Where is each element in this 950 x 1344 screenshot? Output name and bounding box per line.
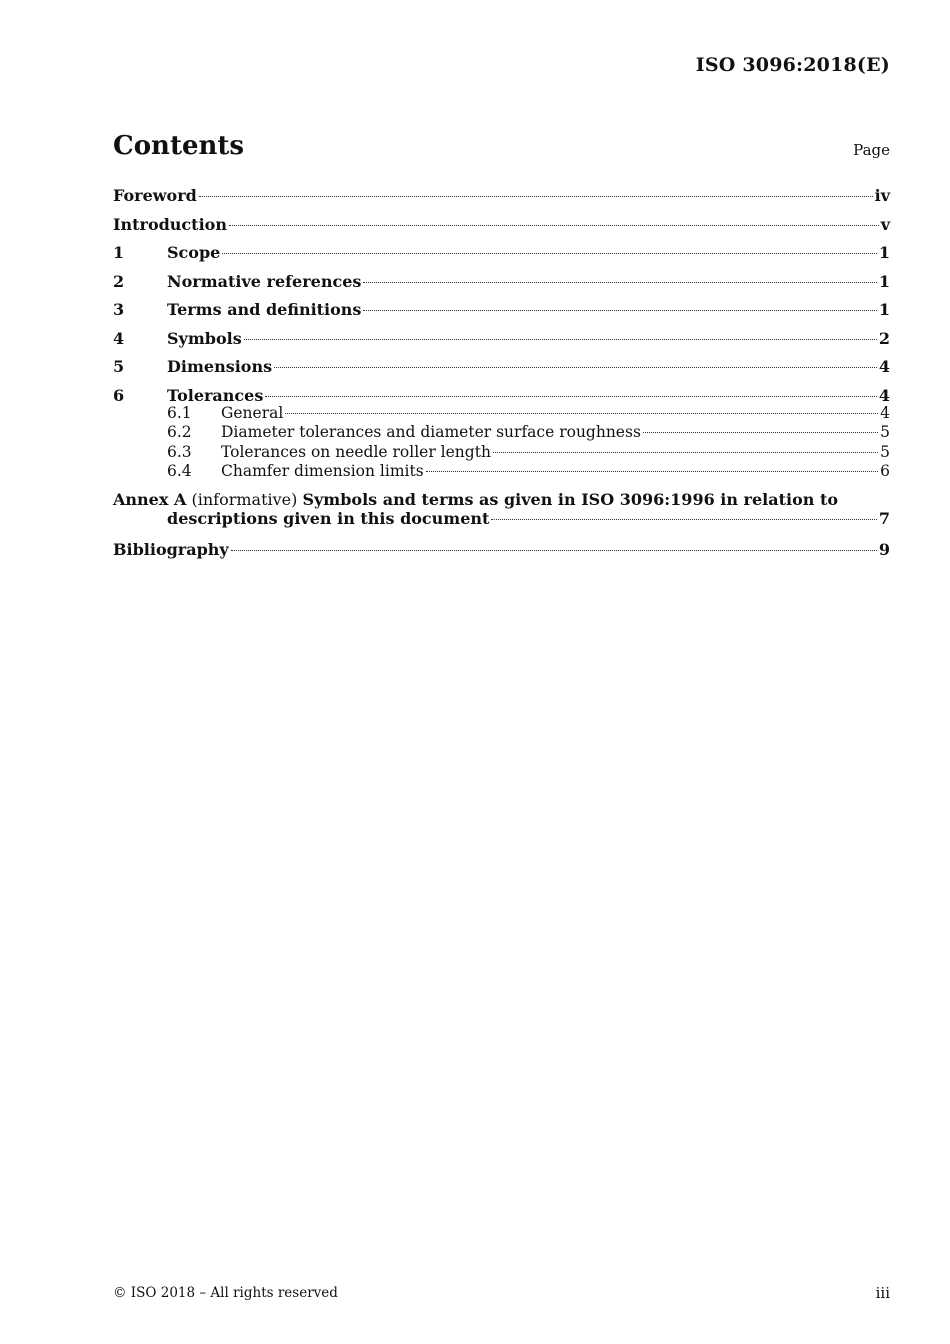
toc-entry-chamfer-dimension-limits[interactable] (113, 462, 890, 482)
footer-copyright: © ISO 2018 – All rights reserved (113, 1285, 338, 1301)
dot-leader (363, 282, 876, 283)
toc-section-number: 6 (113, 385, 125, 405)
table-of-contents (113, 184, 890, 566)
toc-page-number: 5 (880, 442, 890, 461)
toc-section-number: 6.3 (167, 442, 192, 461)
toc-entry-needle-roller-length[interactable] (113, 443, 890, 463)
dot-leader (274, 367, 877, 368)
toc-title: General (221, 403, 284, 422)
toc-section-number: 2 (113, 271, 125, 291)
dot-leader (222, 253, 877, 254)
page-column-label: Page (853, 141, 890, 159)
toc-page-number: 1 (878, 243, 890, 262)
toc-title: Introduction (113, 214, 227, 234)
toc-title: Tolerances (167, 385, 264, 405)
toc-page-number: 1 (878, 271, 890, 291)
toc-title: Diameter tolerances and diameter surface roughness (221, 423, 641, 441)
annex-qualifier: (informative) (191, 489, 298, 509)
toc-page-number: v (880, 214, 890, 234)
toc-title: Terms and definitions (167, 300, 362, 319)
toc-entry-tolerances[interactable] (113, 384, 890, 404)
toc-entry-symbols[interactable] (113, 327, 890, 356)
dot-leader (231, 550, 877, 551)
toc-title: Scope (167, 243, 221, 262)
toc-entry-scope[interactable] (113, 241, 890, 270)
toc-entry-annex-a[interactable] (113, 490, 890, 538)
annex-title-line-2 (113, 509, 890, 529)
toc-entry-terms-and-definitions[interactable] (113, 298, 890, 327)
toc-section-number: 6.4 (167, 462, 192, 480)
toc-entry-normative-references[interactable] (113, 270, 890, 299)
dot-leader (285, 413, 878, 414)
toc-page-number: 7 (878, 509, 890, 528)
toc-title: Dimensions (167, 357, 273, 376)
dot-leader (493, 452, 878, 453)
dot-leader (643, 432, 878, 433)
annex-label: Annex A (113, 489, 187, 509)
toc-page-number: 9 (878, 539, 890, 559)
toc-section-number: 6.2 (167, 423, 192, 441)
toc-title: Symbols (167, 328, 242, 348)
toc-entry-dimensions[interactable] (113, 355, 890, 384)
dot-leader (363, 310, 876, 311)
toc-page-number: 2 (878, 328, 890, 348)
toc-page-number: 6 (880, 462, 890, 480)
toc-title: Chamfer dimension limits (221, 462, 424, 480)
annex-title-part-1: Symbols and terms as given in ISO 3096:1996 in relation to (302, 489, 839, 509)
document-reference: ISO 3096:2018(E) (695, 54, 890, 76)
toc-section-number: 1 (113, 243, 125, 262)
toc-entry-introduction[interactable] (113, 213, 890, 242)
toc-section-number: 6.1 (167, 403, 192, 422)
toc-page-number: 5 (880, 423, 890, 441)
toc-section-number: 4 (113, 328, 125, 348)
footer-page-number: iii (875, 1284, 890, 1302)
toc-section-number: 3 (113, 300, 125, 319)
toc-page-number: iv (874, 186, 890, 205)
toc-title: Normative references (167, 271, 362, 291)
toc-page-number: 4 (878, 385, 890, 405)
annex-title-part-2: descriptions given in this document (167, 509, 490, 528)
dot-leader (265, 396, 877, 397)
toc-title: Bibliography (113, 539, 229, 559)
toc-page-number: 4 (880, 403, 890, 422)
toc-entry-foreword[interactable] (113, 184, 890, 213)
toc-entry-general[interactable] (113, 404, 890, 424)
dot-leader (199, 196, 873, 197)
toc-section-number: 5 (113, 357, 125, 376)
dot-leader (426, 471, 878, 472)
annex-title-line-1 (113, 490, 890, 510)
toc-title: Tolerances on needle roller length (221, 442, 491, 461)
toc-page-number: 4 (878, 357, 890, 376)
dot-leader (491, 519, 876, 520)
contents-heading: Contents (113, 131, 245, 161)
toc-entry-bibliography[interactable] (113, 538, 890, 567)
toc-title: Foreword (113, 186, 197, 205)
toc-entry-diameter-tolerances[interactable] (113, 423, 890, 443)
dot-leader (229, 225, 879, 226)
toc-page-number: 1 (878, 300, 890, 319)
dot-leader (244, 339, 877, 340)
